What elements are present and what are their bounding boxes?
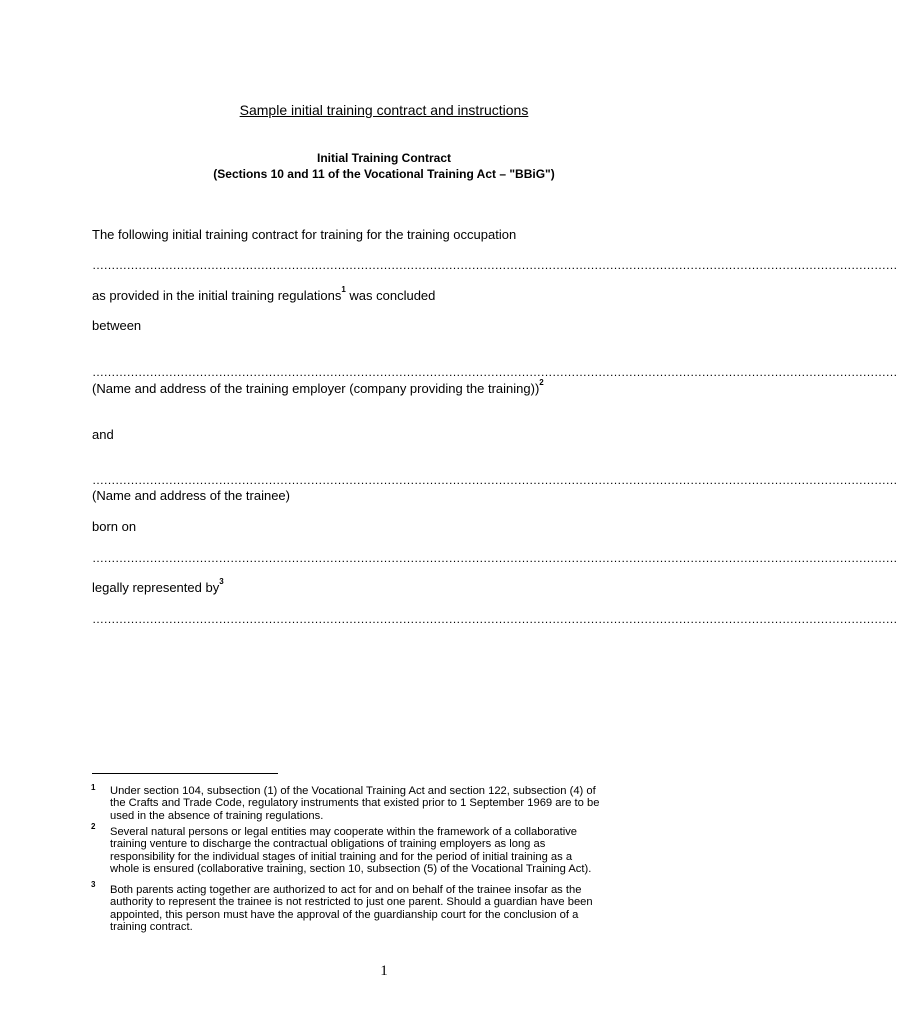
footnote-3-line: Both parents acting together are authorized to act for and on behalf of the trainee insofar as the [110,884,582,896]
employer-label: (Name and address of the training employer (company providing the training)) [92,381,540,396]
footnote-3-line: appointed, this person must have the approval of the guardianship court for the conclusion of a [110,908,579,921]
contract-title: Initial Training Contract [316,151,451,165]
regulations-tail: was concluded [345,288,436,303]
footnote-number-3: 3 [91,880,96,889]
footnote-2 [110,826,682,876]
footnote-2-line: Several natural persons or legal entities may cooperate within the framework of a collaborative [110,826,578,838]
footnote-separator [92,773,278,774]
footnote-1 [110,785,682,822]
footnote-1-line: the Crafts and Trade Code, regulatory instruments that existed prior to 1 September 1969 are to be [110,797,600,810]
represented-label-line [92,577,224,595]
trainee-label: (Name and address of the trainee) [92,488,290,503]
footnote-number-1: 1 [91,783,96,792]
born-on-blank-line: ………………………………………………………………………………………………………………………………………………………………………………………… [92,551,897,565]
contract-title-block [0,150,768,182]
footnote-3-line: training contract. [110,921,193,934]
trainee-blank-line: ………………………………………………………………………………………………………………………………………………………………………………………… [92,473,897,487]
footnote-1-line: Under section 104, subsection (1) of the Vocational Training Act and section 122, subsection (4) of [110,785,596,797]
intro-text: The following initial training contract for training for the training occupation [92,227,517,242]
employer-blank-line: ………………………………………………………………………………………………………………………………………………………………………………………… [92,365,897,379]
footnote-ref-1: 1 [341,285,346,294]
footnote-ref-2: 2 [539,378,544,387]
document-header-title: Sample initial training contract and instructions [239,102,529,118]
represented-label: legally represented by [92,580,220,595]
footnote-3 [110,884,682,934]
contract-subtitle: (Sections 10 and 11 of the Vocational Training Act – "BBiG") [213,167,555,181]
page-number: 1 [380,963,388,979]
footnote-2-line: training venture to discharge the contractual obligations of training employers as long as [110,838,546,851]
and-text: and [92,427,114,442]
footnote-3-line: authority to represent the trainee is not restricted to just one parent. Should a guardian have been [110,896,593,909]
between-text: between [92,318,142,333]
footnote-1-line: used in the absence of training regulations. [110,809,324,822]
born-on-text: born on [92,519,137,534]
footnote-2-line: whole is ensured (collaborative training, section 10, subsection (5) of the Vocational Training Act). [110,863,592,876]
footnote-number-2: 2 [91,822,96,831]
regulations-text: as provided in the initial training regulations [92,288,342,303]
regulations-text-line [92,285,436,303]
representative-blank-line: ………………………………………………………………………………………………………………………………………………………………………………………… [92,612,897,626]
employer-label-line [92,378,544,396]
footnote-ref-3: 3 [219,577,224,586]
occupation-blank-line: ………………………………………………………………………………………………………………………………………………………………………………………… [92,258,897,272]
footnote-2-line: responsibility for the individual stages of initial training and for the period of initial training as a [110,850,573,863]
